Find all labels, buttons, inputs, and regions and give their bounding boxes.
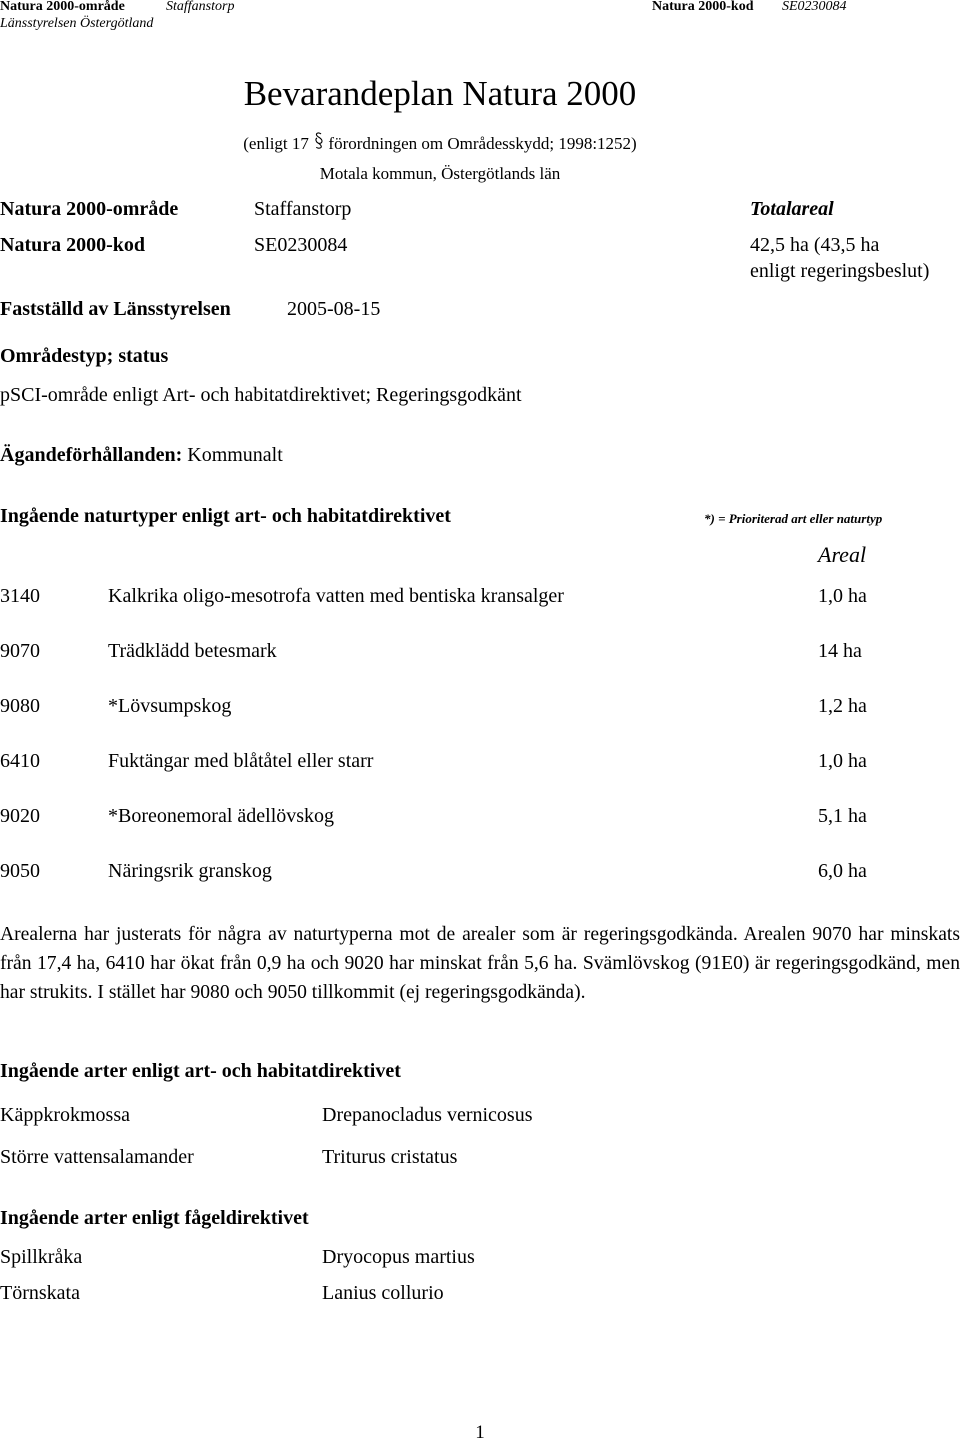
habitat-name: Näringsrik granskog [108,860,272,882]
habitat-name: *Boreonemoral ädellövskog [108,805,335,827]
species-bird-heading: Ingående arter enligt fågeldirektivet [0,1207,309,1229]
paragraph-icon [313,131,324,154]
ordinance-after: förordningen om Områdesskydd; 1998:1252) [328,134,637,153]
habitat-row [0,860,960,886]
header-code-label: Natura 2000-kod [652,0,754,14]
type-status-value: pSCI-område enligt Art- och habitatdirektivet; Regeringsgodkänt [0,384,522,406]
habitat-code: 9080 [0,695,40,717]
habitat-area: 14 ha [818,640,862,662]
habitat-name: Fuktängar med blåtåtel eller starr [108,750,374,772]
site-area-value: Staffanstorp [254,198,352,220]
habitat-code: 6410 [0,750,40,772]
header-code-value: SE0230084 [782,0,847,14]
habitat-row [0,585,960,611]
total-area-label: Totalareal [750,198,834,220]
habitat-area: 1,0 ha [818,585,867,607]
habitat-name: *Lövsumpskog [108,695,232,717]
area-column-header: Areal [818,542,867,567]
total-area-value-line2: enligt regeringsbeslut) [750,260,930,282]
habitat-row [0,695,960,721]
habitat-area: 1,2 ha [818,695,867,717]
habitat-name: Trädklädd betesmark [108,640,277,662]
habitat-area: 6,0 ha [818,860,867,882]
habitat-area: 1,0 ha [818,750,867,772]
bird-common-name: Törnskata [0,1282,80,1304]
habitat-code: 3140 [0,585,40,607]
header-area-value: Staffanstorp [166,0,235,14]
species-latin-name: Drepanocladus vernicosus [322,1104,533,1126]
ownership-value: Kommunalt [187,444,283,466]
habitat-row [0,805,960,831]
location-line: Motala kommun, Östergötlands län [319,164,561,183]
species-common-name: Större vattensalamander [0,1146,194,1168]
ordinance-line [0,131,880,154]
habitats-heading: Ingående naturtyper enligt art- och habitatdirektivet [0,505,451,527]
bird-common-name: Spillkråka [0,1246,83,1268]
site-code-label: Natura 2000-kod [0,234,146,256]
habitats-note: Arealerna har justerats för några av naturtyperna mot de arealer som är regeringsgodkända. Arealen 9070 har minskats från 17,4 ha, 6410 har ökat från 0,9 ha och 9020 har minskat från 5,6 ha. Svämlövskog (91E0) är regeringsgodkänd, men har strukits. I stället har 9080 och 9050 tillkommit (ej regeringsgodkända). [0,924,960,1003]
ownership-line [0,444,283,467]
page-number: 1 [475,1422,485,1443]
habitat-row [0,640,960,666]
header-area-label: Natura 2000-område [0,0,125,14]
habitat-row [0,750,960,776]
adopted-date: 2005-08-15 [287,298,381,320]
habitat-name: Kalkrika oligo-mesotrofa vatten med bentiska kransalger [108,585,564,607]
habitat-code: 9050 [0,860,40,882]
ownership-label: Ägandeförhållanden: [0,444,183,466]
habitat-code: 9020 [0,805,40,827]
species-common-name: Käppkrokmossa [0,1104,130,1126]
page-title: Bevarandeplan Natura 2000 [243,74,637,113]
type-status-label: Områdestyp; status [0,345,169,367]
bird-latin-name: Lanius collurio [322,1282,444,1304]
species-habitat-heading: Ingående arter enligt art- och habitatdirektivet [0,1060,401,1082]
priority-note: *) = Prioriterad art eller naturtyp [704,511,883,526]
species-latin-name: Triturus cristatus [322,1146,458,1168]
header-authority: Länsstyrelsen Östergötland [0,16,154,31]
site-code-value: SE0230084 [254,234,348,256]
site-area-label: Natura 2000-område [0,198,179,220]
adopted-label: Fastställd av Länsstyrelsen [0,298,231,320]
ordinance-before: (enligt 17 [243,134,309,153]
bird-latin-name: Dryocopus martius [322,1246,475,1268]
habitat-area: 5,1 ha [818,805,867,827]
total-area-value-line1: 42,5 ha (43,5 ha [750,234,880,256]
habitat-code: 9070 [0,640,40,662]
